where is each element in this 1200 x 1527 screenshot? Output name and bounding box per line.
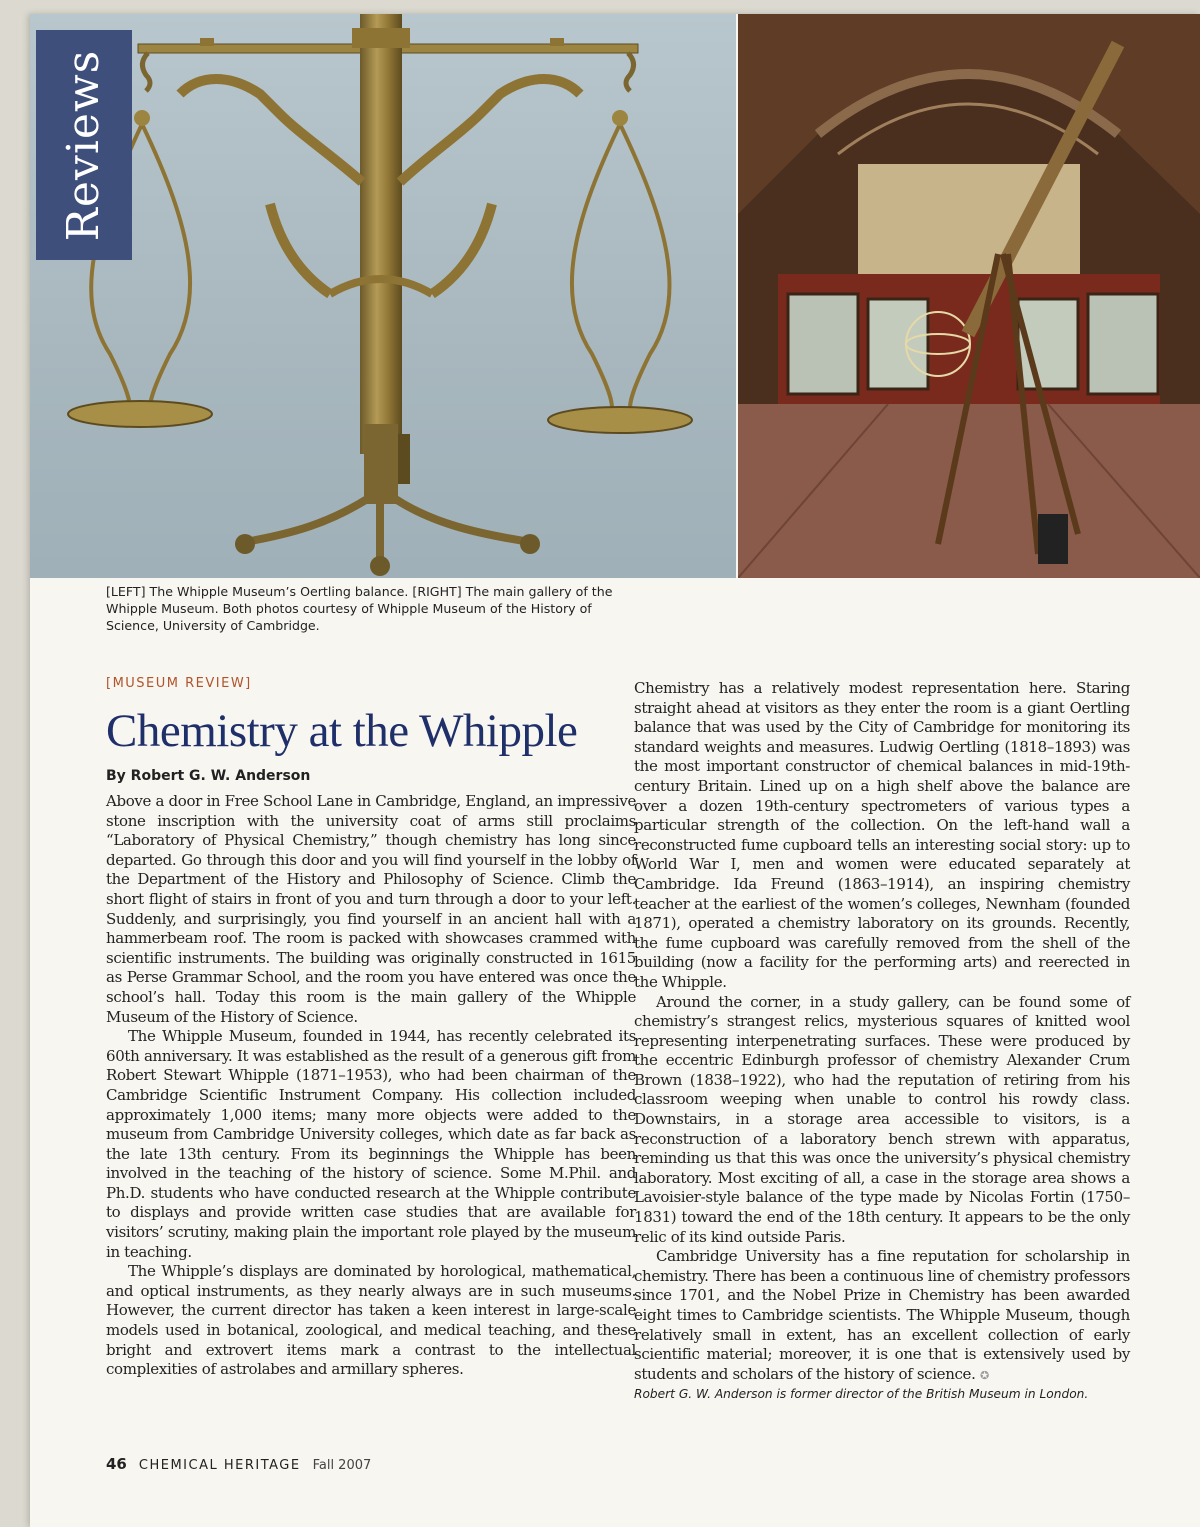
- end-mark-icon: ✪: [979, 1368, 989, 1382]
- page-footer: [106, 1455, 371, 1473]
- article-title: Chemistry at the Whipple: [106, 705, 578, 757]
- gallery-photo: [738, 14, 1200, 578]
- body-paragraph-last: [634, 1247, 1130, 1385]
- gallery-illustration: [738, 14, 1200, 578]
- section-tab: [36, 30, 132, 260]
- body-paragraph: The Whipple Museum, founded in 1944, has recently celebrated its 60th anniversary. It was established as the result of a generous gift from Robert Stewart Whipple (1871–1953), who had been chairman of the Cambridge Scientific Instrument Company. His collection included approximately 1,000 items; many more objects were added to the museum from Cambridge University colleges, which date as far back as the late 13th century. From its beginnings the Whipple has been involved in the teaching of the history of science. Some M.Phil. and Ph.D. students who have conducted research at the Whipple contribute to displays and provide written case studies that are available for visitors’ scrutiny, making plain the important role played by the museum in teaching.: [106, 1027, 636, 1261]
- left-column: [106, 792, 636, 1380]
- section-tab-label: Reviews: [58, 49, 110, 241]
- body-paragraph: Around the corner, in a study gallery, can be found some of chemistry’s strangest relics, mysterious squares of knitted wool representing interpenetrating surfaces. These were produced by the eccentric Edinburgh professor of chemistry Alexander Crum Brown (1838–1922), who had the reputation of retiring from his classroom weeping when unable to control his rowdy class. Downstairs, in a storage area accessible to visitors, is a reconstruction of a laboratory bench strewn with apparatus, reminding us that this was once the university’s physical chemistry laboratory. Most exciting of all, a case in the storage area shows a Lavoisier-style balance of the type made by Nicolas Fortin (1750–1831) toward the end of the 18th century. It appears to be the only relic of its kind outside Paris.: [634, 992, 1130, 1246]
- balance-illustration: [30, 14, 736, 578]
- page-number: 46: [106, 1455, 127, 1473]
- body-paragraph: The Whipple’s displays are dominated by horological, mathematical, and optical instruments, as they nearly always are in such museums. However, the current director has taken a keen interest in large-scale models used in botanical, zoological, and medical teaching, and these bright and extrovert items mark a contrast to the intellectual complexities of astrolabes and armillary spheres.: [106, 1262, 636, 1379]
- body-paragraph-text: Cambridge University has a fine reputation for scholarship in chemistry. There has been a continuous line of chemistry professors since 1701, and the Nobel Prize in Chemistry has been awarded eight times to Cambridge scientists. The Whipple Museum, though relatively small in extent, has an excellent collection of early scientific material; moreover, it is one that is extensively used by students and scholars of the history of science.: [634, 1247, 1130, 1383]
- photo-caption: [LEFT] The Whipple Museum’s Oertling balance. [RIGHT] The main gallery of the Whipple Museum. Both photos courtesy of Whipple Museum of the History of Science, University of Cambridge.: [106, 584, 613, 633]
- article-byline: By Robert G. W. Anderson: [106, 768, 311, 784]
- balance-photo: [30, 14, 736, 578]
- magazine-page: [30, 14, 1200, 1527]
- body-paragraph: Above a door in Free School Lane in Cambridge, England, an impressive stone inscription with the university coat of arms still proclaims “Laboratory of Physical Chemistry,” though chemistry has long since departed. Go through this door and you will find yourself in the lobby of the Department of the History and Philosophy of Science. Climb the short flight of stairs in front of you and turn through a door to your left. Suddenly, and surprisingly, you find yourself in an ancient hall with a hammerbeam roof. The room is packed with showcases crammed with scientific instruments. The building was originally constructed in 1615 as Perse Grammar School, and the room you have entered was once the school’s hall. Today this room is the main gallery of the Whipple Museum of the History of Science.: [106, 792, 636, 1026]
- body-paragraph: Chemistry has a relatively modest representation here. Staring straight ahead at visitors as they enter the room is a giant Oertling balance that was used by the City of Cambridge for monitoring its standard weights and measures. Ludwig Oertling (1818–1893) was the most important constructor of chemical balances in mid-19th-century Britain. Lined up on a high shelf above the balance are over a dozen 19th-century spectrometers of various types a particular strength of the collection. On the left-hand wall a reconstructed fume cupboard tells an interesting social story: up to World War I, men and women were educated separately at Cambridge. Ida Freund (1863–1914), an inspiring chemistry teacher at the earliest of the women’s colleges, Newnham (founded 1871), operated a chemistry laboratory on its grounds. Recently, the fume cupboard was carefully removed from the shell of the building (now a facility for the performing arts) and reerected in the Whipple.: [634, 679, 1130, 991]
- right-column: [634, 679, 1130, 1405]
- issue-date: Fall 2007: [312, 1458, 372, 1473]
- publication-name: CHEMICAL HERITAGE: [138, 1458, 301, 1473]
- author-bio: Robert G. W. Anderson is former director of the British Museum in London.: [634, 1387, 1089, 1402]
- article-kicker: [MUSEUM REVIEW]: [106, 676, 252, 691]
